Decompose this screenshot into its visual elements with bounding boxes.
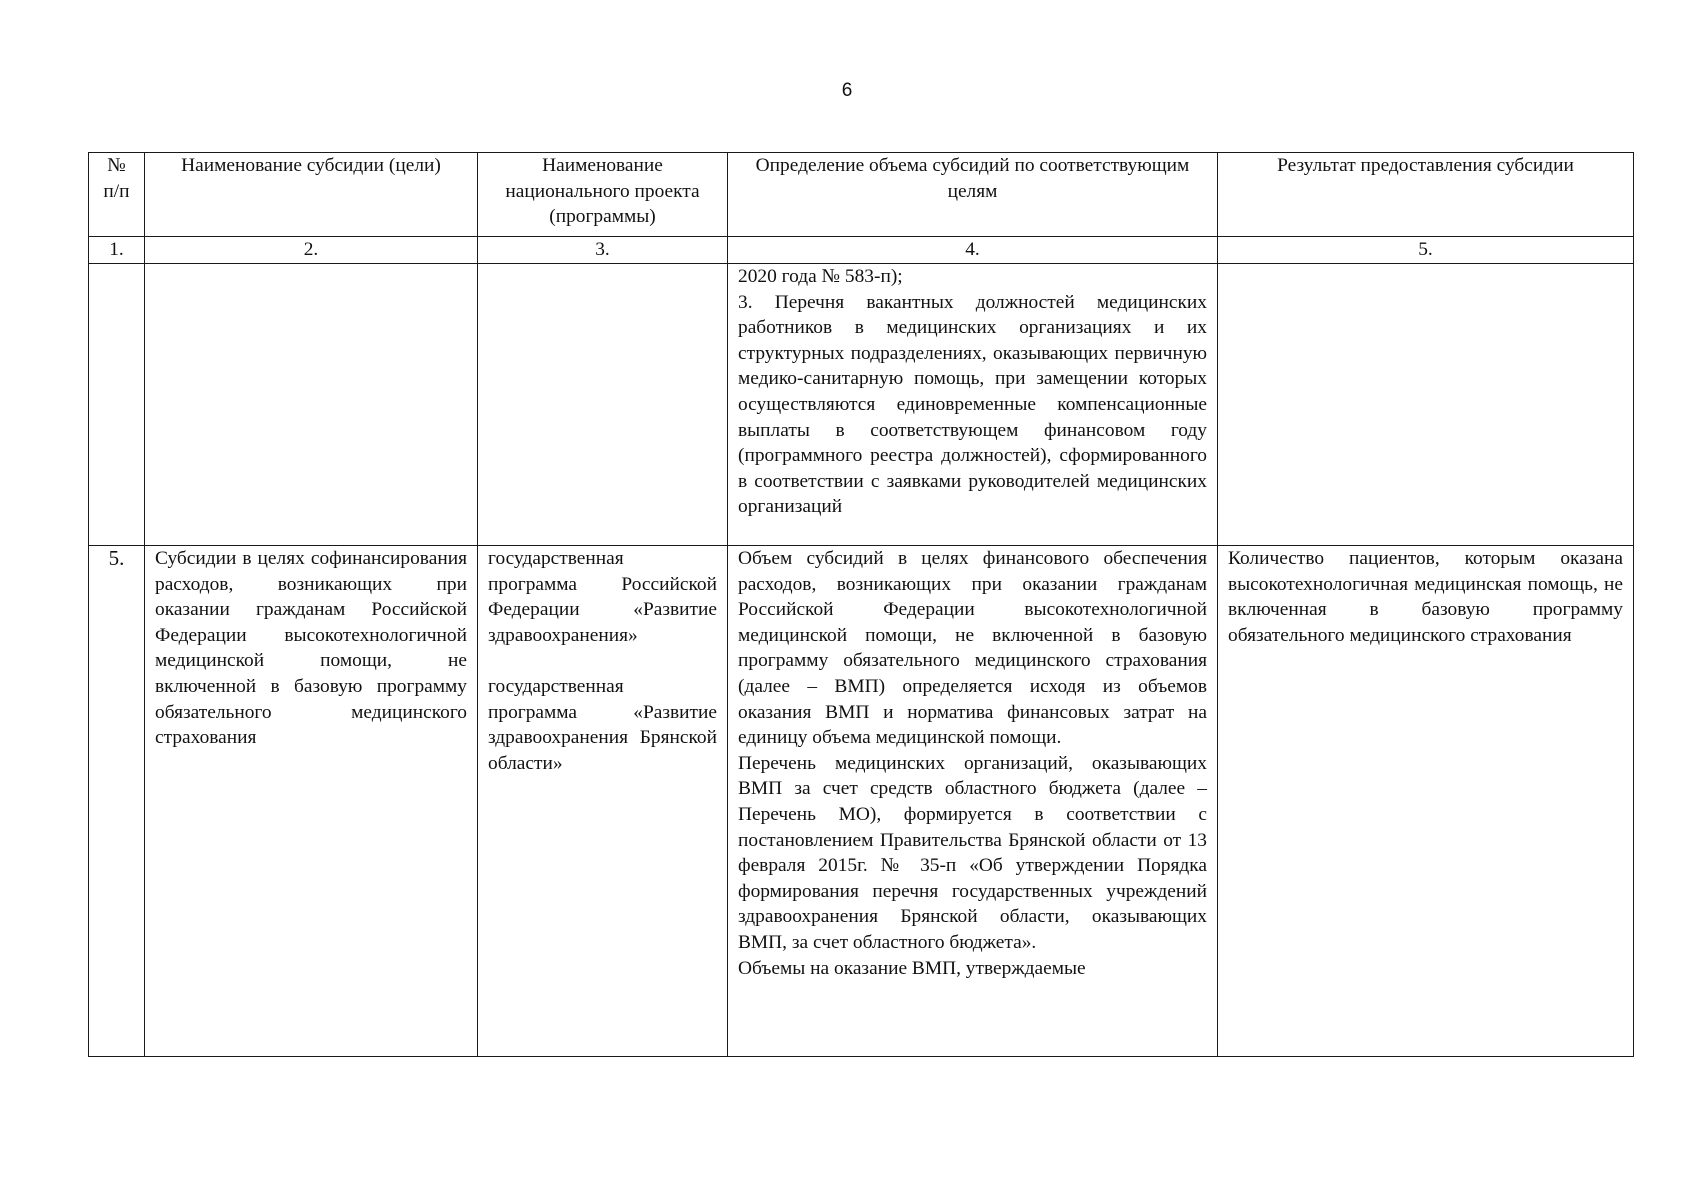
cell-row5-definition bbox=[728, 546, 1218, 1057]
cell-continuation-number bbox=[89, 264, 145, 546]
column-number-5: 5. bbox=[1218, 237, 1634, 264]
row5-definition-paragraph-1: Объем субсидий в целях финансового обеспечения расходов, возникающих при оказании гражданам Российской Федерации высокотехнологичной медицинской помощи, не включенной в базовую программу обязательного медицинского страхования (далее – ВМП) определяется исходя из объемов оказания ВМП и норматива финансовых затрат на единицу объема медицинской помощи. bbox=[738, 548, 1207, 749]
cell-continuation-name bbox=[145, 264, 478, 546]
column-numbers-row bbox=[89, 237, 1634, 264]
table-row-continuation bbox=[89, 264, 1634, 546]
header-national-project: Наименование национального проекта (программы) bbox=[478, 153, 728, 237]
table-row-5 bbox=[89, 546, 1634, 1057]
table-header-row bbox=[89, 153, 1634, 237]
cell-continuation-result bbox=[1218, 264, 1634, 546]
continuation-definition-line: 2020 года № 583-п); bbox=[738, 266, 903, 287]
header-volume-definition: Определение объема субсидий по соответствующим целям bbox=[728, 153, 1218, 237]
cell-continuation-definition bbox=[728, 264, 1218, 546]
continuation-definition-paragraph: 3. Перечня вакантных должностей медицинских работников в медицинских организациях и их структурных подразделениях, оказывающих первичную медико-санитарную помощь, при замещении которых осуществляются единовременные компенсационные выплаты в соответствующем финансовом году (программного реестра должностей), сформированного в соответствии с заявками руководителей медицинских организаций bbox=[738, 291, 1207, 518]
column-number-3: 3. bbox=[478, 237, 728, 264]
cell-row5-subsidy-name: Субсидии в целях софинансирования расходов, возникающих при оказании гражданам Российской Федерации высокотехнологичной медицинской помощи, не включенной в базовую программу обязательного медицинского страхования bbox=[145, 546, 478, 1057]
header-result: Результат предоставления субсидии bbox=[1218, 153, 1634, 237]
cell-continuation-program bbox=[478, 264, 728, 546]
cell-row5-number: 5. bbox=[89, 546, 145, 1057]
program-gap bbox=[488, 648, 717, 674]
row5-definition-paragraph-2: Перечень медицинских организаций, оказывающих ВМП за счет средств областного бюджета (далее – Перечень МО), формируется в соответствии с постановлением Правительства Брянской области от 13 февраля 2015г. № 35-п «Об утверждении Порядка формирования перечня государственных учреждений здравоохранения Брянской области, оказывающих ВМП, за счет областного бюджета». bbox=[738, 752, 1207, 953]
row5-program-federal: государственная программа Российской Федерации «Развитие здравоохранения» bbox=[488, 548, 717, 646]
column-number-4: 4. bbox=[728, 237, 1218, 264]
column-number-1: 1. bbox=[89, 237, 145, 264]
row5-definition-paragraph-3: Объемы на оказание ВМП, утверждаемые bbox=[738, 957, 1086, 979]
row5-program-regional: государственная программа «Развитие здравоохранения Брянской области» bbox=[488, 675, 717, 774]
header-number: № п/п bbox=[89, 153, 145, 237]
header-subsidy-name: Наименование субсидии (цели) bbox=[145, 153, 478, 237]
page-number: 6 bbox=[841, 80, 853, 101]
subsidy-table bbox=[88, 152, 1634, 1057]
column-number-2: 2. bbox=[145, 237, 478, 264]
cell-row5-result: Количество пациентов, которым оказана высокотехнологичная медицинская помощь, не включенная в базовую программу обязательного медицинского страхования bbox=[1218, 546, 1634, 1057]
cell-row5-programs bbox=[478, 546, 728, 1057]
